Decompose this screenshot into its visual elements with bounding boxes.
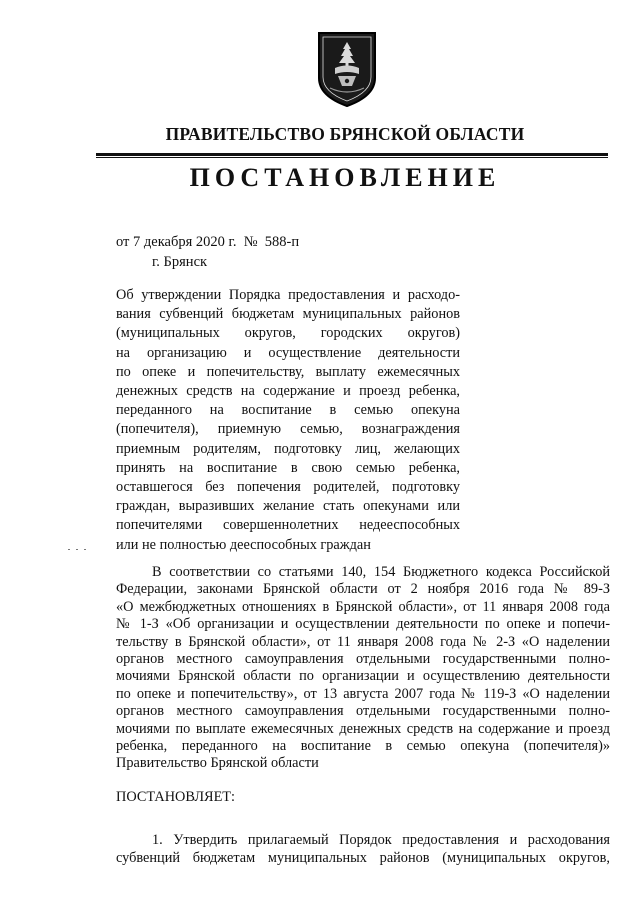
title-line: граждан, выразивших желание стать опекунами или [116,498,460,515]
point-1-paragraph [116,831,610,867]
body-line: мочиями по выплате ежемесячных денежных средств на содержание и проезд [116,720,610,737]
body-line: «О межбюджетных отношениях в Брянской области», от 11 января 2008 года [116,598,610,615]
body-line: органов местного самоуправления отдельными государственными полно- [116,703,610,720]
body-line: тельству в Брянской области», от 11 января 2008 года № 2-З «О наделении [116,633,610,650]
scan-speck [68,549,70,550]
body-line: № 1-З «Об организации и осуществлении деятельности по опеке и попечи- [116,616,610,633]
title-line: на организацию и осуществление деятельности [116,344,460,361]
title-line: переданного на воспитание в семью опекуна [116,402,460,419]
document-type: ПОСТАНОВЛЕНИЕ [189,163,501,192]
decree-word: ПОСТАНОВЛЯЕТ: [116,789,236,805]
title-line: Об утверждении Порядка предоставления и расходо- [116,287,460,303]
document-title [116,286,460,555]
bryansk-coat-of-arms-icon [316,30,378,108]
preamble-paragraph [116,564,610,773]
scan-speck [84,549,86,550]
title-line: вания субвенций бюджетам муниципальных районов [116,306,460,323]
body-line: органов местного самоуправления отдельными государственными полно- [116,651,610,668]
title-line: или не полностью дееспособных граждан [116,536,371,553]
title-line: принять на воспитание в свою семью ребенка, [116,459,460,476]
body-line: Федерации, законами Брянской области от 2 ноября 2016 года № 89-З [116,581,610,598]
header-rule-thick [96,153,608,156]
title-line: попечителями совершеннолетних недееспособных [116,517,460,534]
body-line: мочиями Брянской области по организации и осуществлению деятельности [116,668,610,685]
title-line: денежных средств на содержание и проезд ребенка, [116,383,460,400]
body-line: В соответствии со статьями 140, 154 Бюджетного кодекса Российской [152,564,610,580]
body-line: ребенка, переданного на воспитание в семью опекуна (попечителя)» [116,738,610,755]
point-line: субвенций бюджетам муниципальных районов (муниципальных округов, [116,850,610,866]
title-line: приемным родителям, подготовку лиц, желающих [116,440,460,457]
title-line: по опеке и попечительству, выплату ежемесячных [116,363,460,380]
document-city: г. Брянск [152,254,208,270]
title-line: (попечителя), приемную семью, вознаграждения [116,421,460,438]
point-line: 1. Утвердить прилагаемый Порядок предоставления и расходования [152,832,610,848]
body-line: Правительство Брянской области [116,755,319,772]
header-rule-thin [96,157,608,158]
title-line: (муниципальных округов, городских округов) [116,325,460,342]
document-date-number: от 7 декабря 2020 г. № 588-п [116,234,300,250]
body-line: по опеке и попечительству», от 13 августа 2007 года № 119-З «О наделении [116,685,610,702]
government-title: ПРАВИТЕЛЬСТВО БРЯНСКОЙ ОБЛАСТИ [165,124,525,144]
scan-speck [76,549,78,550]
title-line: оставшегося без попечения родителей, подготовку [116,479,460,496]
